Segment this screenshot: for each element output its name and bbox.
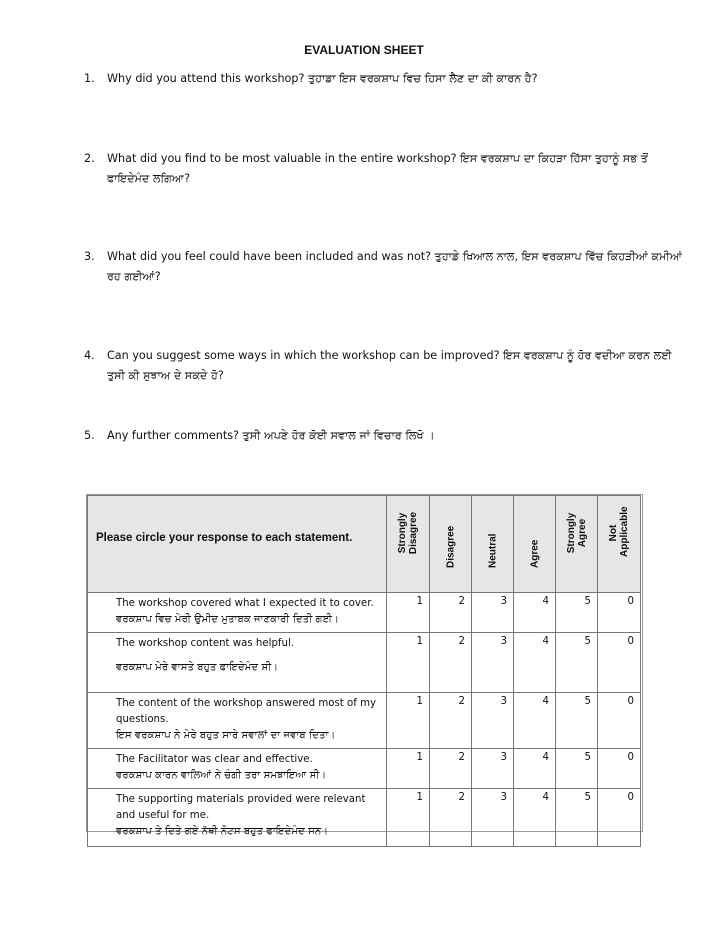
rating-option[interactable]: 5	[556, 749, 598, 789]
table-header-row	[88, 496, 641, 593]
statement-cell	[88, 593, 387, 633]
rating-option[interactable]: 5	[556, 693, 598, 749]
rating-option[interactable]: 4	[514, 693, 556, 749]
document-title: EVALUATION SHEET	[304, 43, 424, 57]
statement-cell	[88, 789, 387, 847]
question-2	[86, 149, 686, 189]
evaluation-table	[87, 495, 641, 847]
question-text: What did you find to be most valuable in the entire workshop? ਇਸ ਵਰਕਸ਼ਾਪ ਦਾ ਕਿਹੜਾ ਹਿੱਸਾ ਤੁਹਾਨੂੰ ਸਭ ਤੋਂ ਫਾਇਦੇਮੰਦ ਲਗਿਆ?	[107, 152, 648, 185]
question-3	[86, 247, 686, 287]
question-number: 3.	[84, 250, 95, 263]
rating-option[interactable]: 1	[387, 593, 430, 633]
question-text: Can you suggest some ways in which the workshop can be improved? ਇਸ ਵਰਕਸ਼ਾਪ ਨੂੰ ਹੋਰ ਵਦੀਆ ਕਰਨ ਲਈ ਤੁਸੀ ਕੀ ਸੁਝਾਅ ਦੇ ਸਕਦੇ ਹੋ?	[107, 349, 672, 382]
statement-cell	[88, 693, 387, 749]
rating-option[interactable]: 2	[430, 749, 472, 789]
rating-option[interactable]: 3	[472, 749, 514, 789]
header-strongly-agree	[556, 496, 598, 593]
table-row	[88, 633, 641, 693]
statement-punjabi: ਵਰਕਸ਼ਾਪ ਵਿਚ ਮੇਰੀ ਉਮੀਦ ਮੁਤਾਬਕ ਜਾਣਕਾਰੀ ਦਿਤੀ ਗਈ।	[116, 614, 339, 625]
rating-option[interactable]: 3	[472, 789, 514, 847]
rating-option[interactable]: 0	[598, 789, 641, 847]
question-1	[86, 69, 686, 89]
rating-option[interactable]: 5	[556, 633, 598, 693]
rating-option[interactable]: 0	[598, 593, 641, 633]
header-neutral	[472, 496, 514, 593]
rating-option[interactable]: 0	[598, 693, 641, 749]
header-disagree	[430, 496, 472, 593]
header-label: Strongly Disagree	[397, 511, 419, 555]
header-not-applicable	[598, 496, 641, 593]
rating-option[interactable]: 1	[387, 633, 430, 693]
rating-option[interactable]: 0	[598, 749, 641, 789]
rating-option[interactable]: 4	[514, 593, 556, 633]
question-number: 2.	[84, 152, 95, 165]
question-4	[86, 346, 686, 386]
question-5	[86, 426, 686, 446]
header-strongly-disagree	[387, 496, 430, 593]
header-agree	[514, 496, 556, 593]
rating-option[interactable]: 1	[387, 789, 430, 847]
table-row	[88, 789, 641, 847]
rating-option[interactable]: 5	[556, 593, 598, 633]
rating-option[interactable]: 1	[387, 749, 430, 789]
statement-english: The workshop covered what I expected it to cover.	[116, 598, 374, 609]
rating-option[interactable]: 1	[387, 693, 430, 749]
question-text: What did you feel could have been included and was not? ਤੁਹਾਡੇ ਖਿਆਲ ਨਾਲ, ਇਸ ਵਰਕਸ਼ਾਪ ਵਿੱਚ ਕਿਹੜੀਆਂ ਕਮੀਆਂ ਰਹ ਗਈਆਂ?	[107, 250, 683, 283]
rating-option[interactable]: 3	[472, 593, 514, 633]
table-row	[88, 693, 641, 749]
statement-english: The content of the workshop answered most of my questions.	[116, 698, 377, 725]
question-number: 5.	[84, 429, 95, 442]
header-label: Strongly Agree	[565, 512, 588, 554]
statement-english: The Facilitator was clear and effective.	[116, 754, 313, 765]
question-number: 4.	[84, 349, 95, 362]
question-text: Any further comments? ਤੁਸੀ ਅਪਣੇ ਹੋਰ ਕੋਈ ਸਵਾਲ ਜਾਂ ਵਿਚਾਰ ਲਿਖੋ ।	[107, 429, 435, 442]
statement-punjabi: ਵਰਕਸ਼ਾਪ ਮੇਰੇ ਵਾਸਤੇ ਬਹੁਤ ਫਾਇਦੇਮੰਦ ਸੀ।	[116, 662, 279, 673]
rating-option[interactable]: 3	[472, 693, 514, 749]
statement-punjabi: ਵਰਕਸ਼ਾਪ ਤੇ ਦਿਤੇ ਗਏ ਨੱਥੀ ਨੋਟਸ ਬਹੁਤ ਫਾਇਦੇਮੰਦ ਸਨ।	[116, 826, 329, 837]
rating-option[interactable]: 2	[430, 633, 472, 693]
header-label: Not Applicable	[608, 506, 630, 557]
header-label: Neutral	[487, 533, 498, 568]
question-number: 1.	[84, 72, 95, 85]
rating-option[interactable]: 2	[430, 693, 472, 749]
rating-option[interactable]: 4	[514, 789, 556, 847]
rating-option[interactable]: 0	[598, 633, 641, 693]
statement-cell	[88, 749, 387, 789]
question-text: Why did you attend this workshop? ਤੁਹਾਡਾ ਇਸ ਵਰਕਸ਼ਾਪ ਵਿਚ ਹਿਸਾ ਲੈਣ ਦਾ ਕੀ ਕਾਰਨ ਹੈ?	[107, 72, 538, 85]
rating-option[interactable]: 2	[430, 789, 472, 847]
statement-english: The workshop content was helpful.	[116, 638, 295, 649]
header-label: Disagree	[445, 525, 456, 568]
header-label: Agree	[529, 539, 540, 568]
table-prompt: Please circle your response to each statement.	[88, 496, 387, 593]
table-row	[88, 593, 641, 633]
statement-punjabi: ਇਸ ਵਰਕਸ਼ਾਪ ਨੇ ਮੇਰੇ ਬਹੁਤ ਸਾਰੇ ਸਵਾਲਾਂ ਦਾ ਜਵਾਬ ਦਿਤਾ।	[116, 730, 336, 741]
statement-punjabi: ਵਰਕਸ਼ਾਪ ਕਾਰਨ ਵਾਲਿਆਂ ਨੇ ਚੰਗੀ ਤਰਾ ਸਮਝਾਇਆ ਸੀ।	[116, 770, 327, 781]
rating-option[interactable]: 5	[556, 789, 598, 847]
rating-option[interactable]: 4	[514, 633, 556, 693]
rating-option[interactable]: 2	[430, 593, 472, 633]
statement-cell	[88, 633, 387, 693]
rating-option[interactable]: 3	[472, 633, 514, 693]
statement-english: The supporting materials provided were relevant and useful for me.	[116, 794, 366, 821]
rating-option[interactable]: 4	[514, 749, 556, 789]
table-row	[88, 749, 641, 789]
